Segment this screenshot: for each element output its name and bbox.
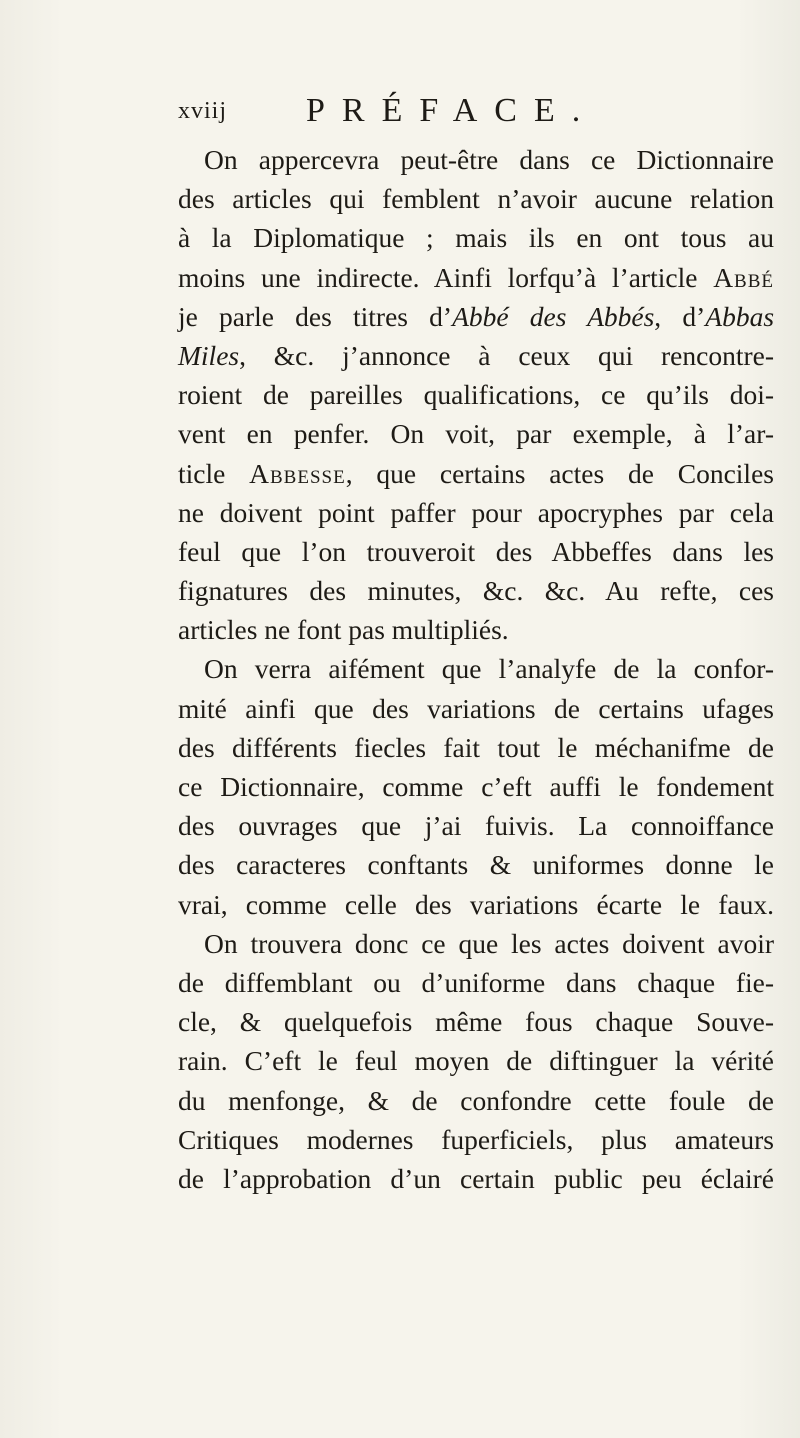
text-segment: des articles qui femblent n’avoir aucune relation [178,183,774,215]
text-line [178,336,774,375]
text-segment: feul que l’on trouveroit des Abbeffes dans les [178,535,774,567]
text-line [178,1081,774,1120]
text-segment: des caracteres conftants & uniformes donne le [178,849,774,881]
text-line [178,414,774,453]
text-segment: Critiques modernes fuperficiels, plus amateurs [178,1123,774,1155]
body-text [178,140,774,1198]
text-line [178,1120,774,1159]
text-segment: ticle [178,457,250,489]
text-line [178,1002,774,1041]
text-line [178,728,774,767]
text-segment: roient de pareilles qualifications, ce qu’ils doi- [178,379,774,411]
small-caps-text: Abbesse [249,457,346,489]
text-segment: fignatures des minutes, &c. &c. Au refte, ces [178,575,774,607]
text-line [178,649,774,688]
text-segment: On trouvera donc ce que les actes doivent avoir [204,927,774,959]
text-line [178,297,774,336]
text-segment: On verra aifément que l’analyfe de la confor- [204,653,774,685]
text-segment: du menfonge, & de confondre cette foule de [178,1084,774,1116]
text-line [178,924,774,963]
text-line [178,689,774,728]
text-line [178,845,774,884]
text-line [178,571,774,610]
text-line [178,885,774,924]
text-segment: à la Diplomatique ; mais ils en ont tous au [178,222,774,254]
small-caps-text: Abbé [713,261,774,293]
text-line [178,375,774,414]
running-title: PRÉFACE. [306,92,598,129]
text-line [178,610,774,649]
text-line [178,963,774,1002]
text-segment: mité ainfi que des variations de certains ufages [178,692,774,724]
text-line [178,454,774,493]
text-segment: articles ne font pas multipliés. [178,614,509,646]
text-segment: , que certains actes de Conciles [345,457,774,489]
text-segment: je parle des titres d’ [178,300,453,332]
page-header [178,92,758,140]
text-line [178,493,774,532]
text-segment: moins une indirecte. Ainfi lorfqu’à l’article [178,261,714,293]
text-segment: de l’approbation d’un certain public peu éclairé [178,1162,774,1194]
text-line [178,258,774,297]
text-segment: , &c. j’annonce à ceux qui rencontre- [239,339,774,371]
text-segment: On appercevra peut-être dans ce Dictionnaire [204,144,774,175]
text-segment: des ouvrages que j’ai fuivis. La connoiffance [178,810,774,842]
page-folio: xviij [178,98,228,124]
text-line [178,218,774,257]
text-line [178,532,774,571]
text-line [178,1159,774,1198]
text-segment: de diffemblant ou d’uniforme dans chaque fie- [178,966,774,998]
italic-text: Abbé des Abbés [452,300,655,332]
text-line [178,179,774,218]
text-line [178,140,774,179]
text-line [178,1041,774,1080]
italic-text: Miles [178,339,240,371]
text-segment: rain. C’eft le feul moyen de diftinguer la vérité [178,1045,774,1077]
text-segment: des différents fiecles fait tout le méchanifme de [178,731,774,763]
text-segment: vent en penfer. On voit, par exemple, à l’ar- [178,418,774,450]
text-segment: ne doivent point paffer pour apocryphes par cela [178,496,774,528]
text-segment: vrai, comme celle des variations écarte le faux. [178,888,774,920]
text-segment: , d’ [654,300,706,332]
italic-text: Abbas [705,300,775,332]
text-line [178,806,774,845]
text-segment: cle, & quelquefois même fous chaque Souve- [178,1006,774,1038]
text-segment: ce Dictionnaire, comme c’eft auffi le fondement [178,771,774,802]
text-line [178,767,774,806]
